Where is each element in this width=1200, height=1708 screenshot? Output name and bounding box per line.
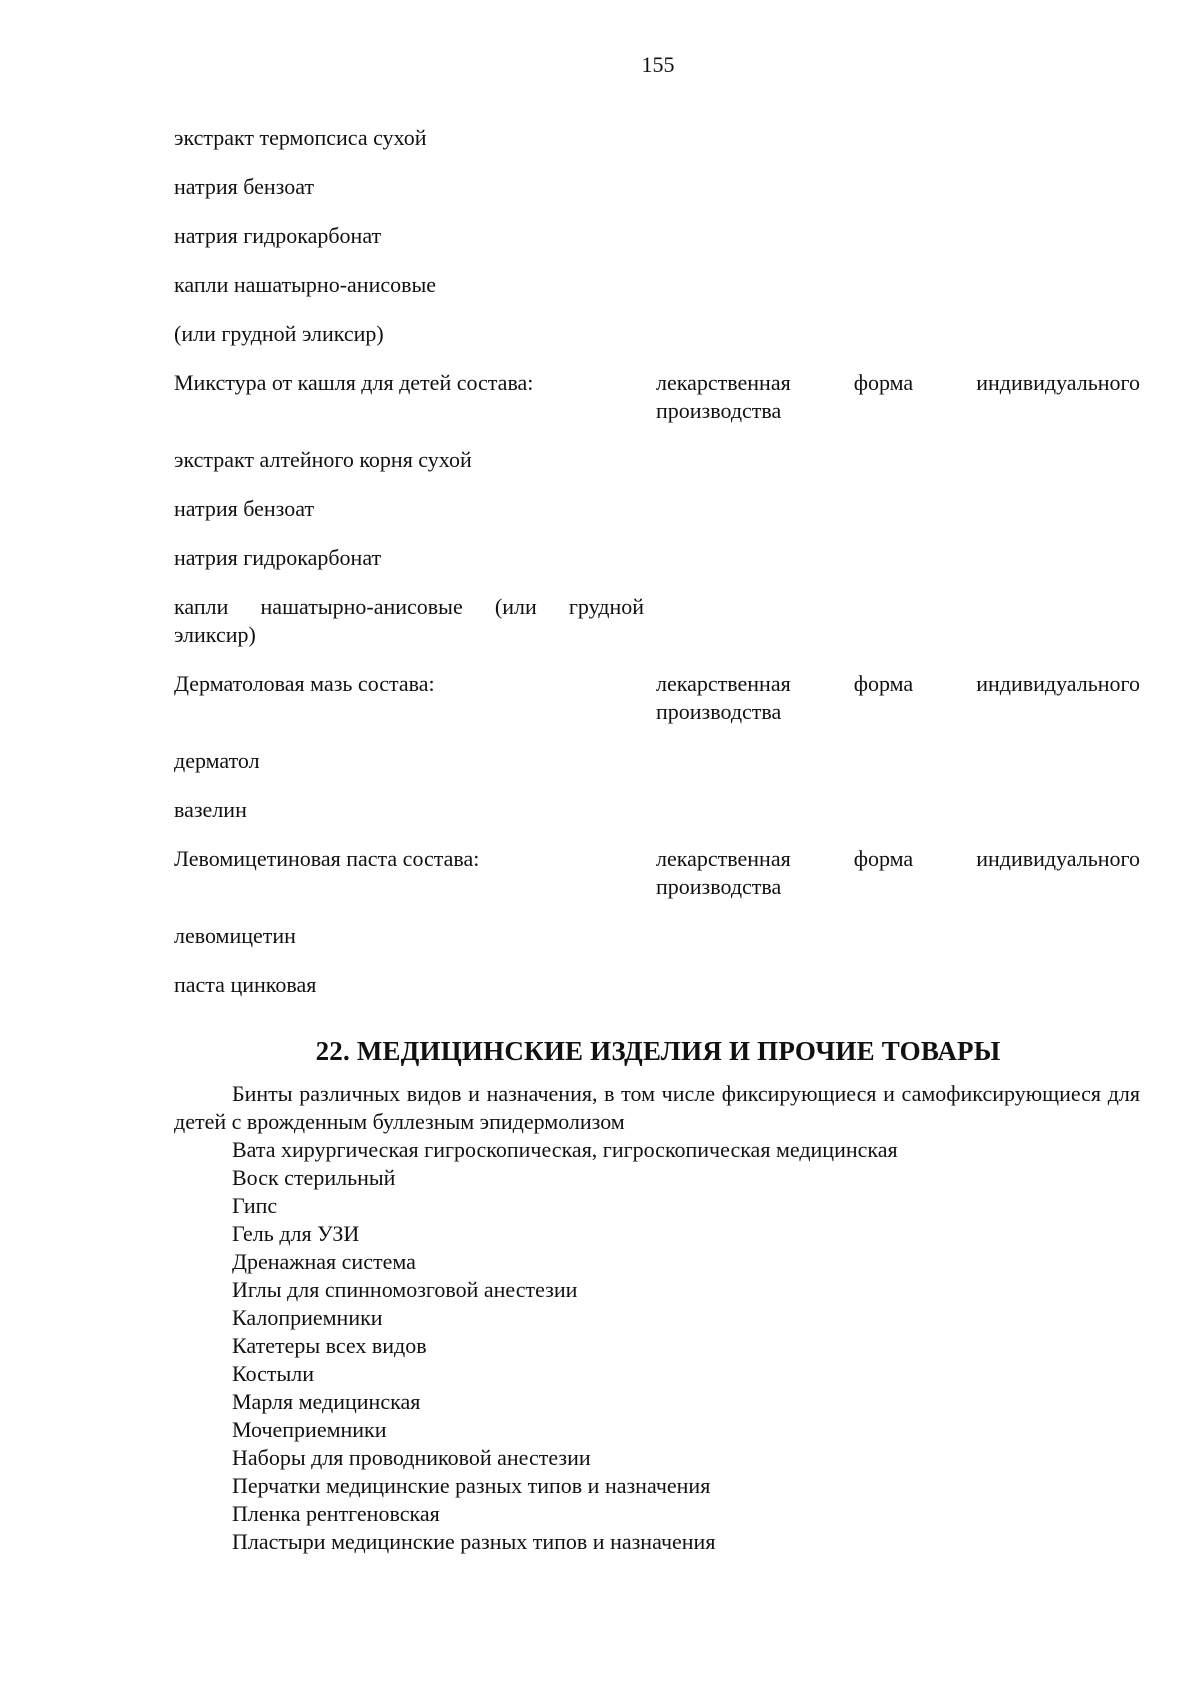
list-item: Пленка рентгеновская xyxy=(232,1501,440,1526)
list-item: Пластыри медицинские разных типов и назначения xyxy=(232,1529,716,1554)
list-item: экстракт алтейного корня сухой xyxy=(174,447,472,472)
list-item: Марля медицинская xyxy=(232,1389,421,1414)
section-title: 22. МЕДИЦИНСКИЕ ИЗДЕЛИЯ И ПРОЧИЕ ТОВАРЫ xyxy=(315,1036,1001,1066)
list-item: Калоприемники xyxy=(232,1305,383,1330)
levomycetin-title: Левомицетиновая паста состава: xyxy=(174,846,480,871)
form-word: форма xyxy=(853,671,914,696)
form-word: производства xyxy=(656,398,782,423)
page-number: 155 xyxy=(641,52,675,77)
form-word: форма xyxy=(853,846,914,871)
list-item: левомицетин xyxy=(174,923,296,948)
form-word: лекарственная xyxy=(656,671,791,696)
form-word: лекарственная xyxy=(656,846,791,871)
list-item: Гель для УЗИ xyxy=(232,1221,360,1246)
list-item: дерматол xyxy=(174,748,260,773)
form-word: индивидуального xyxy=(976,370,1140,395)
list-item: натрия бензоат xyxy=(174,174,315,199)
section-item-list xyxy=(232,1136,898,1556)
list-item: паста цинковая xyxy=(174,972,317,997)
form-word: индивидуального xyxy=(976,671,1140,696)
list-item: Наборы для проводниковой анестезии xyxy=(232,1445,591,1470)
form-word: форма xyxy=(853,370,914,395)
list-item: экстракт термопсиса сухой xyxy=(174,125,427,150)
form-word: производства xyxy=(656,874,782,899)
list-item: натрия гидрокарбонат xyxy=(174,545,382,570)
list-item: натрия бензоат xyxy=(174,496,315,521)
list-item: вазелин xyxy=(174,797,247,822)
list-item: Перчатки медицинские разных типов и назначения xyxy=(232,1473,711,1498)
form-word: производства xyxy=(656,699,782,724)
list-item: Катетеры всех видов xyxy=(232,1333,427,1358)
list-item: натрия гидрокарбонат xyxy=(174,223,382,248)
mixture-form-note xyxy=(656,369,1140,425)
list-item: Гипс xyxy=(232,1193,278,1218)
list-item: Вата хирургическая гигроскопическая, гигроскопическая медицинская xyxy=(232,1137,898,1162)
dermatol-form-note xyxy=(656,670,1140,726)
list-item: Воск стерильный xyxy=(232,1165,396,1190)
levomycetin-form-note xyxy=(656,845,1140,901)
list-item: Иглы для спинномозговой анестезии xyxy=(232,1277,578,1302)
section-first-item: Бинты различных видов и назначения, в том числе фиксирующиеся и самофиксирующиеся для детей с врожденным буллезным эпидермолизом xyxy=(174,1081,1140,1134)
list-item: капли нашатырно-анисовые (или грудной эликсир) xyxy=(174,594,644,647)
list-item: (или грудной эликсир) xyxy=(174,321,384,346)
list-item: Мочеприемники xyxy=(232,1417,387,1442)
list-item: капли нашатырно-анисовые xyxy=(174,272,437,297)
form-word: лекарственная xyxy=(656,370,791,395)
dermatol-title: Дерматоловая мазь состава: xyxy=(174,671,435,696)
mixture-title: Микстура от кашля для детей состава: xyxy=(174,370,534,395)
list-item: Дренажная система xyxy=(232,1249,416,1274)
form-word: индивидуального xyxy=(976,846,1140,871)
list-item: Костыли xyxy=(232,1361,315,1386)
